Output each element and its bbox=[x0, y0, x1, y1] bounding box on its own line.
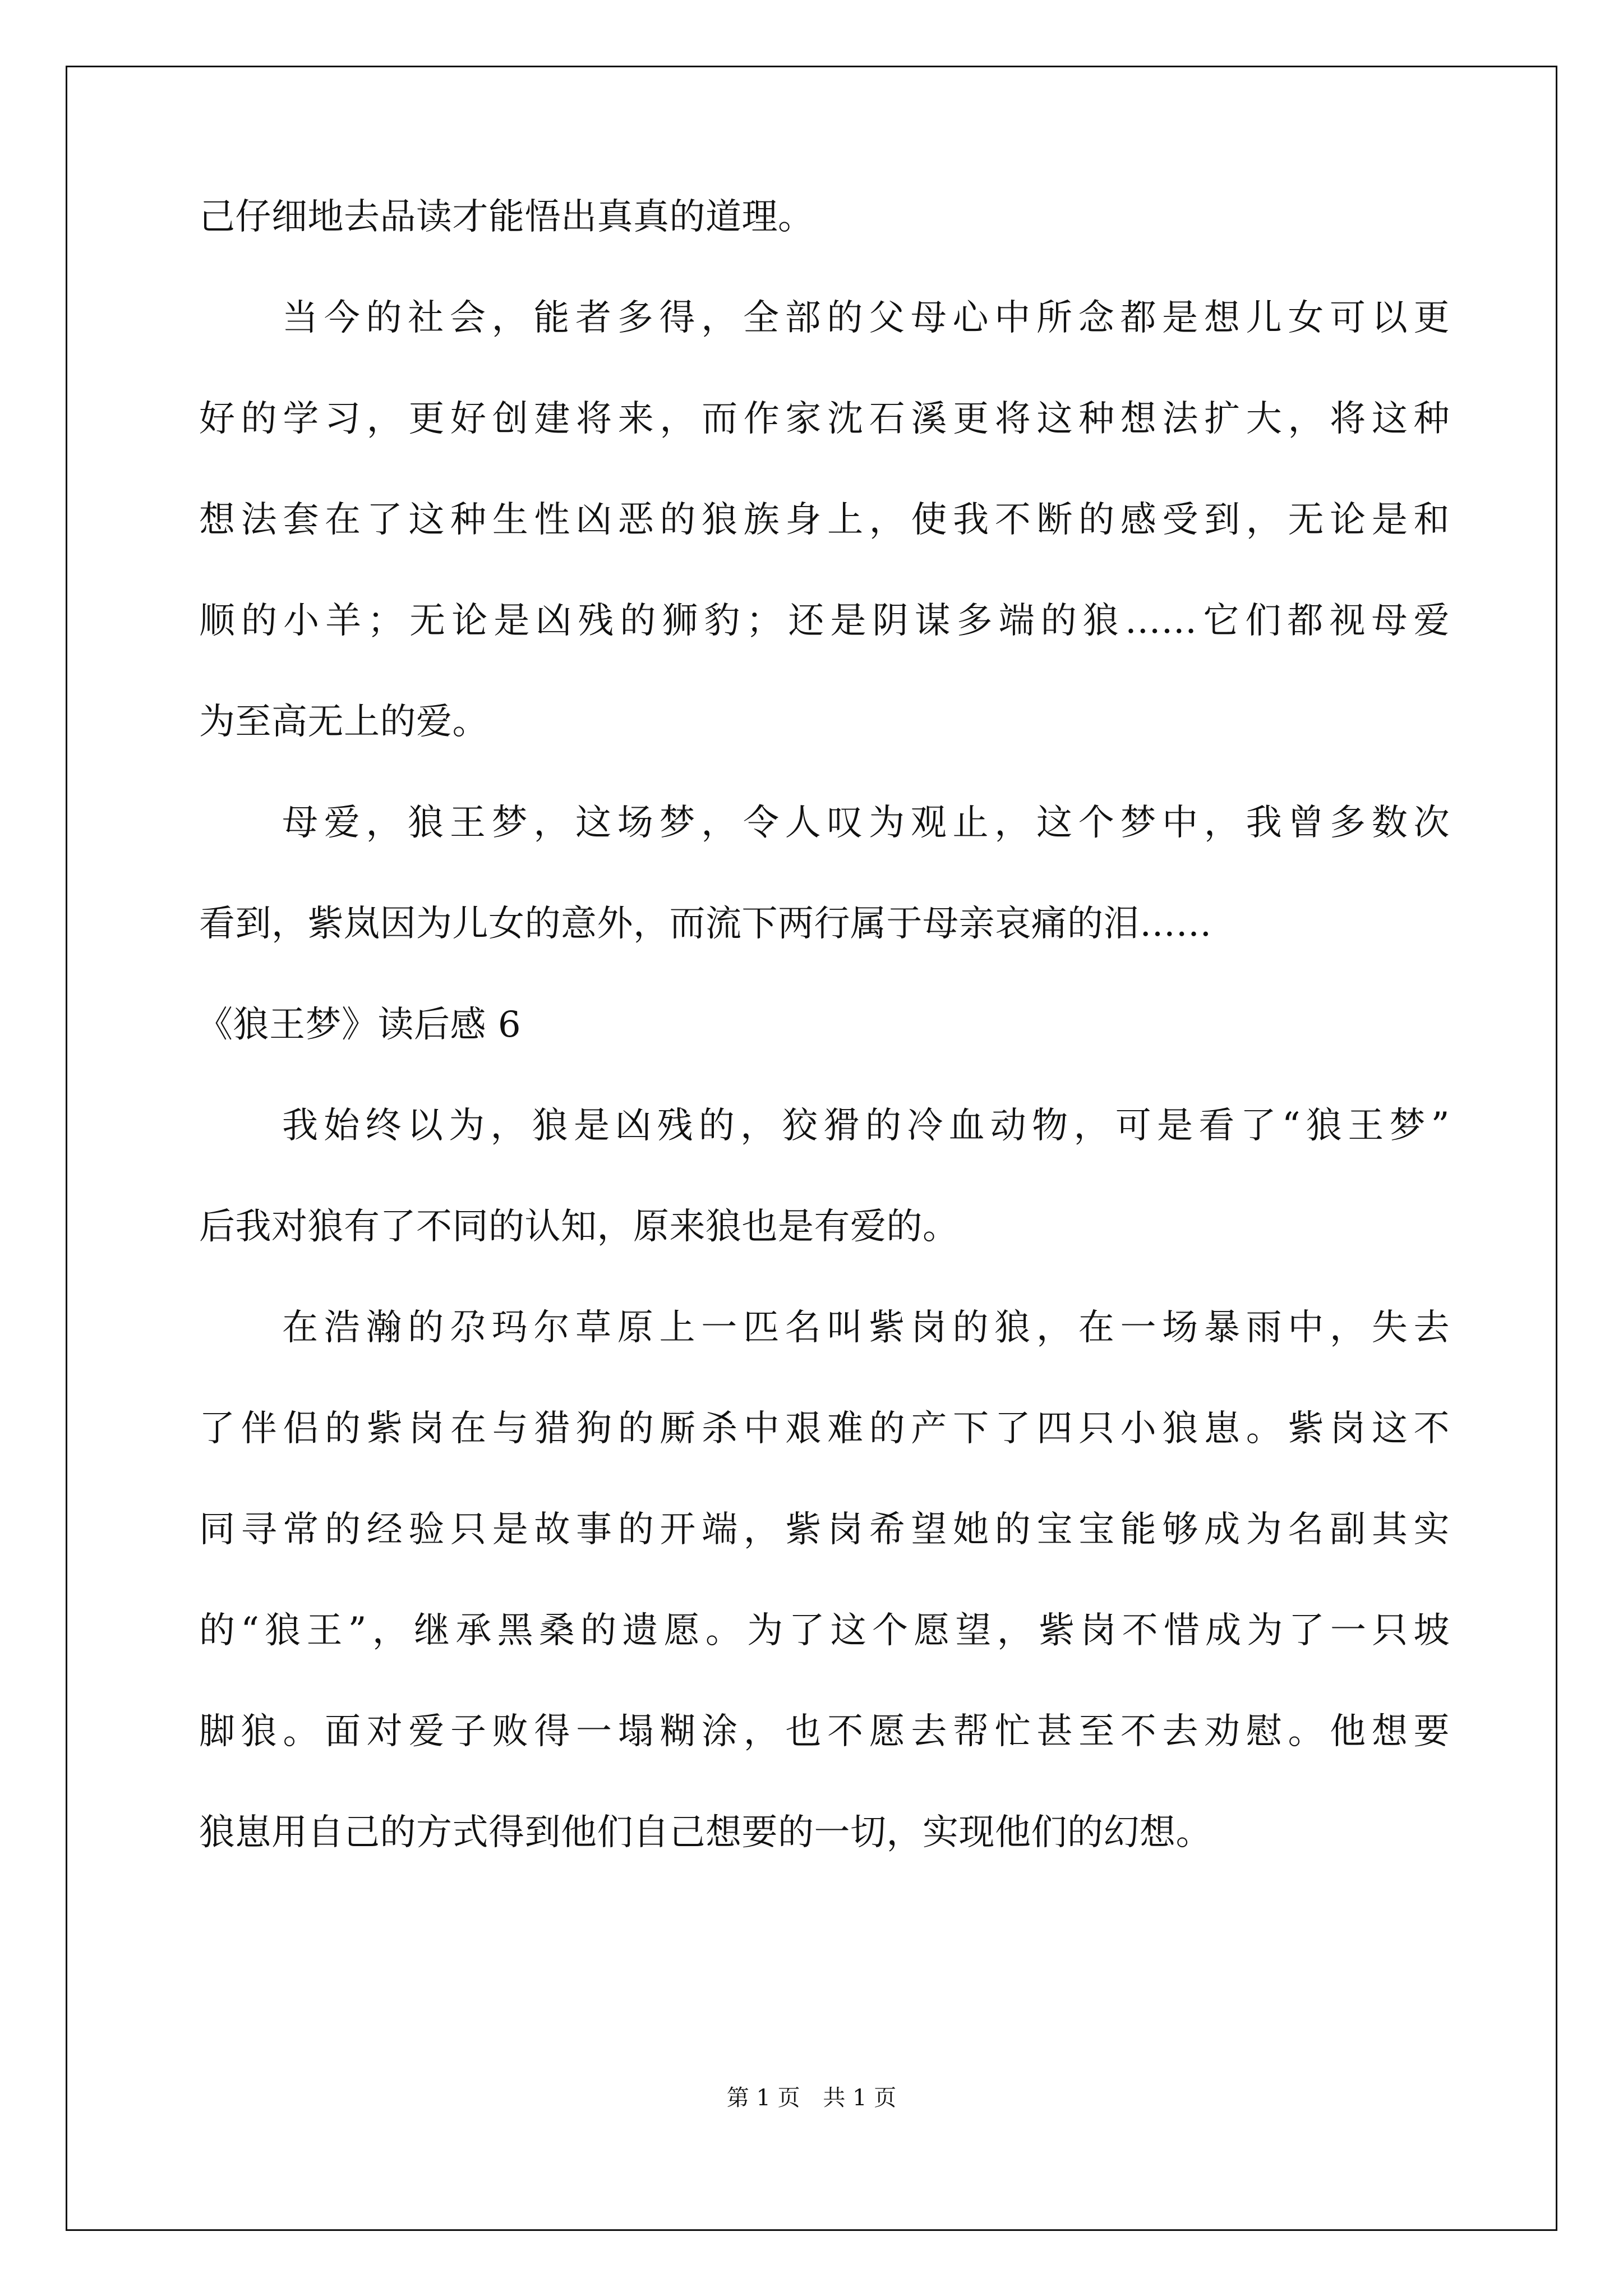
paragraph-line: 了伴侣的紫岗在与猎狗的厮杀中艰难的产下了四只小狼崽。紫岗这不 bbox=[199, 1408, 1450, 1450]
paragraph-line: 的“狼王”，继承黑桑的遗愿。为了这个愿望，紫岗不惜成为了一只坡 bbox=[199, 1610, 1450, 1651]
paragraph-line: 想法套在了这种生性凶恶的狼族身上，使我不断的感受到，无论是和 bbox=[199, 499, 1450, 541]
paragraph-line: 好的学习，更好创建将来，而作家沈石溪更将这种想法扩大，将这种 bbox=[199, 398, 1450, 440]
page-border bbox=[66, 66, 1557, 2231]
paragraph-line: 母爱，狼王梦，这场梦，令人叹为观止，这个梦中，我曾多数次 bbox=[282, 802, 1450, 844]
paragraph-line: 后我对狼有了不同的认知，原来狼也是有爱的。 bbox=[199, 1206, 959, 1248]
paragraph-line: 我始终以为，狼是凶残的，狡猾的冷血动物，可是看了“狼王梦” bbox=[282, 1105, 1450, 1147]
paragraph-line: 为至高无上的爱。 bbox=[199, 701, 488, 743]
page-number: 第 1 页 bbox=[726, 2085, 800, 2111]
paragraph-line: 当今的社会，能者多得，全部的父母心中所念都是想儿女可以更 bbox=[282, 297, 1450, 339]
paragraph-line: 己仔细地去品读才能悟出真真的道理。 bbox=[199, 196, 814, 238]
section-heading: 《狼王梦》读后感 6 bbox=[197, 1004, 522, 1046]
paragraph-line: 顺的小羊；无论是凶残的狮豹；还是阴谋多端的狼……它们都视母爱 bbox=[199, 600, 1450, 642]
paragraph-line: 看到，紫岚因为儿女的意外，而流下两行属于母亲哀痛的泪…… bbox=[199, 903, 1212, 945]
page-total: 共 1 页 bbox=[823, 2085, 897, 2111]
page-footer bbox=[0, 2080, 1623, 2112]
paragraph-line: 狼崽用自己的方式得到他们自己想要的一切，实现他们的幻想。 bbox=[199, 1812, 1212, 1853]
paragraph-line: 在浩瀚的尕玛尔草原上一匹名叫紫岗的狼，在一场暴雨中，失去 bbox=[282, 1307, 1450, 1349]
paragraph-line: 脚狼。面对爱子败得一塌糊涂，也不愿去帮忙甚至不去劝慰。他想要 bbox=[199, 1711, 1450, 1752]
paragraph-line: 同寻常的经验只是故事的开端，紫岗希望她的宝宝能够成为名副其实 bbox=[199, 1509, 1450, 1550]
